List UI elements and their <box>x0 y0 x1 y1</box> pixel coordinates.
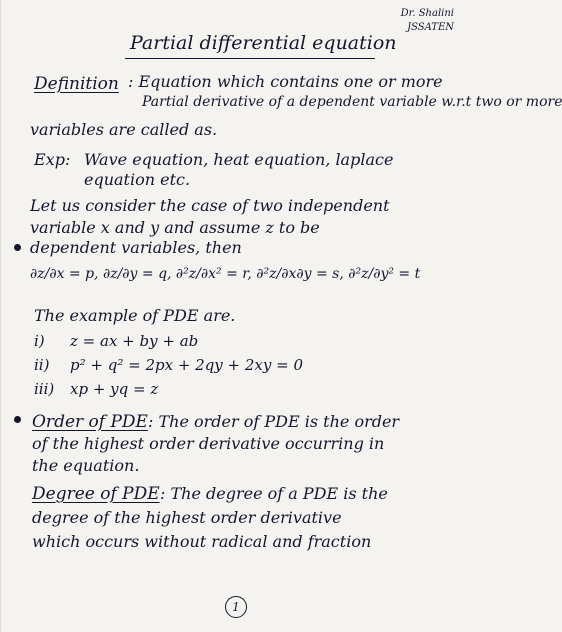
title-underline <box>125 58 375 59</box>
bullet-dot <box>14 244 21 251</box>
consider-line-1: Let us consider the case of two independent <box>30 196 390 215</box>
example-equation-3: xp + yq = z <box>70 380 159 398</box>
example-equation-1: z = ax + by + ab <box>70 332 199 350</box>
example-number-2: ii) <box>34 356 50 374</box>
consider-line-2: variable x and y and assume z to be <box>30 218 320 237</box>
example-label: Exp: <box>34 150 71 169</box>
definition-line-2: Partial derivative of a dependent variable w.r.t two or more <box>142 94 562 110</box>
example-equation-2: p² + q² = 2px + 2qy + 2xy = 0 <box>70 356 303 374</box>
author-name: Dr. Shalini <box>400 8 454 19</box>
derivative-notation: ∂z/∂x = p, ∂z/∂y = q, ∂²z/∂x² = r, ∂²z/∂x∂y = s, ∂²z/∂y² = t <box>30 266 421 282</box>
example-number-1: i) <box>34 332 45 350</box>
definition-line-3: variables are called as. <box>30 120 218 139</box>
order-line-2: of the highest order derivative occurring in <box>32 434 385 453</box>
page-number: 1 <box>225 596 247 618</box>
definition-term: Definition <box>34 74 119 94</box>
definition-line-1: : Equation which contains one or more <box>128 72 443 91</box>
author-institute: JSSATEN <box>407 22 454 33</box>
examples-heading: The example of PDE are. <box>34 306 236 325</box>
example-number-3: iii) <box>34 380 55 398</box>
degree-term: Degree of PDE <box>32 484 160 504</box>
degree-line-2: degree of the highest order derivative <box>32 508 342 527</box>
bullet-dot <box>14 416 21 423</box>
margin-line <box>0 0 1 632</box>
page-title: Partial differential equation <box>130 32 397 54</box>
order-line-1: : The order of PDE is the order <box>148 412 400 431</box>
degree-line-3: which occurs without radical and fraction <box>32 532 372 551</box>
order-term: Order of PDE <box>32 412 148 432</box>
example-line-2: equation etc. <box>84 170 191 189</box>
degree-line-1: : The degree of a PDE is the <box>160 484 388 503</box>
order-line-3: the equation. <box>32 456 140 475</box>
consider-line-3: dependent variables, then <box>30 238 242 257</box>
example-line-1: Wave equation, heat equation, laplace <box>84 150 394 169</box>
